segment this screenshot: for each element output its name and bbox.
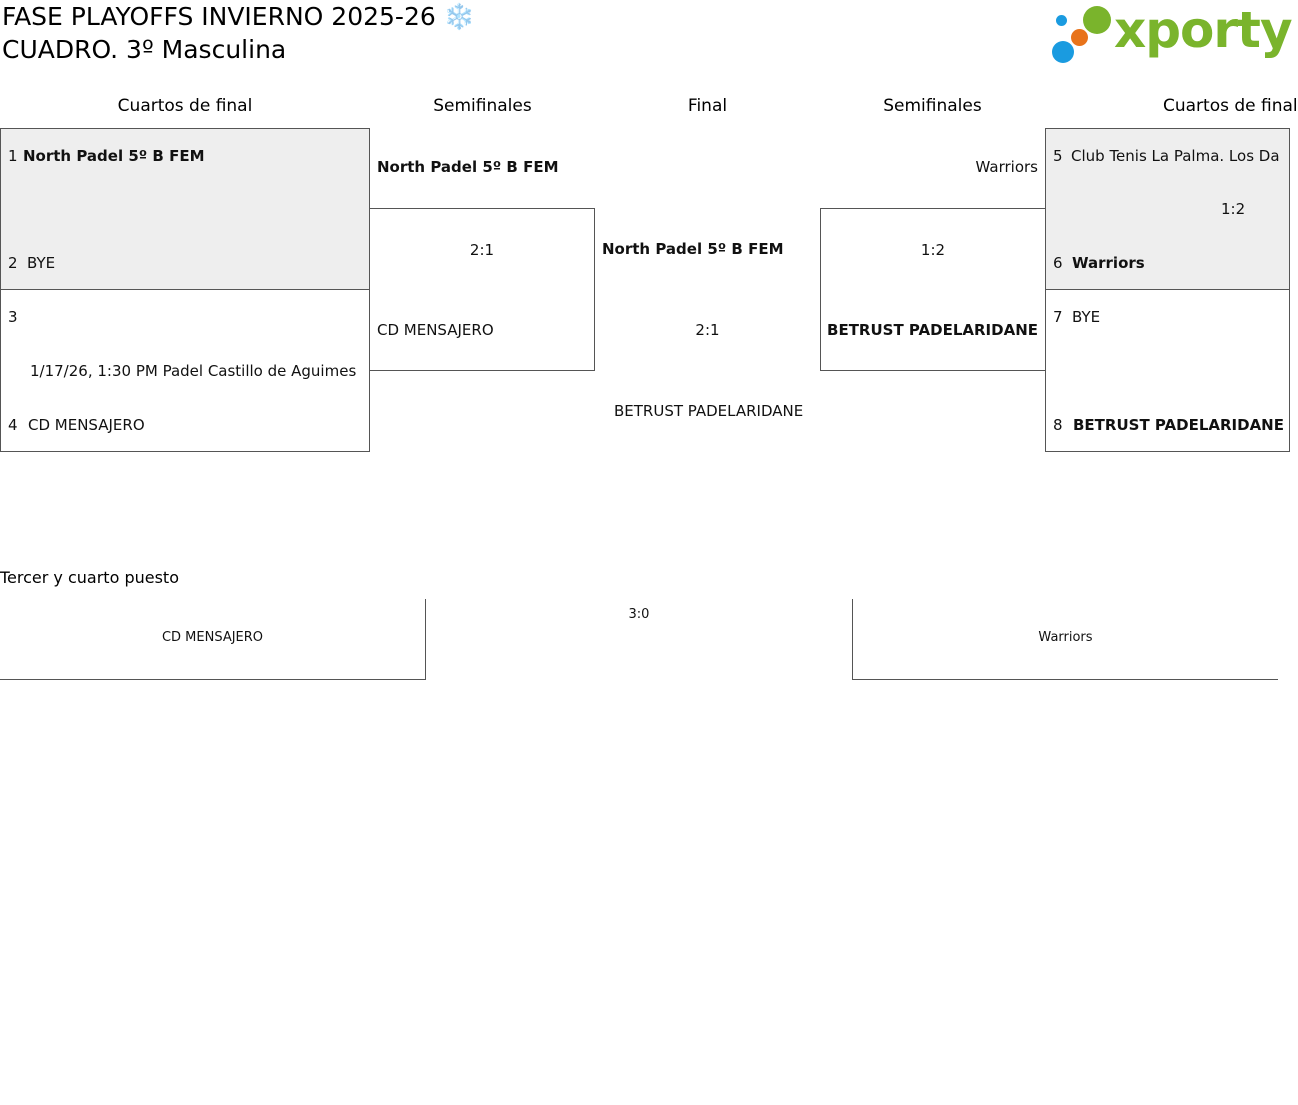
page-title: FASE PLAYOFFS INVIERNO 2025-26 ❄️ — [2, 2, 475, 31]
final-team-b: BETRUST PADELARIDANE — [614, 402, 804, 420]
left-semi-match[interactable] — [369, 208, 595, 371]
round-header-left-quarters: Cuartos de final — [117, 96, 253, 116]
seed-number: 2 — [8, 254, 18, 272]
team-name: BYE — [27, 254, 56, 272]
team-name: Warriors — [1038, 630, 1093, 645]
round-header-left-semis: Semifinales — [433, 96, 532, 116]
left-quarter-match-1[interactable] — [0, 128, 370, 290]
team-name: BETRUST PADELARIDANE — [827, 321, 1038, 339]
logo-blue-dot — [1052, 41, 1074, 63]
match-score: 1:2 — [920, 241, 946, 259]
seed-number: 5 — [1053, 147, 1063, 165]
seed-number: 7 — [1053, 308, 1063, 326]
team-name: BETRUST PADELARIDANE — [1073, 416, 1284, 434]
seed-number: 4 — [8, 416, 18, 434]
final-score: 2:1 — [695, 321, 720, 339]
third-place-title: Tercer y cuarto puesto — [0, 568, 179, 587]
page-subtitle: CUADRO. 3º Masculina — [2, 35, 287, 64]
left-quarter-match-2[interactable] — [0, 289, 370, 452]
seed-number: 8 — [1053, 416, 1063, 434]
round-header-right-quarters: Cuartos de final — [1163, 96, 1298, 116]
round-header-right-semis: Semifinales — [883, 96, 982, 116]
team-name: CD MENSAJERO — [377, 321, 494, 339]
xporty-logo — [1050, 0, 1292, 70]
seed-number: 6 — [1053, 254, 1063, 272]
third-place-team-b-cell[interactable] — [852, 599, 1278, 680]
round-header-final: Final — [687, 96, 728, 116]
team-name: CD MENSAJERO — [161, 630, 264, 645]
right-semi-team-a: Warriors — [975, 158, 1038, 176]
team-name: Club Tenis La Palma. Los Da — [1071, 147, 1280, 165]
team-name: BYE — [1072, 308, 1101, 326]
match-schedule: 1/17/26, 1:30 PM Padel Castillo de Aguimes — [30, 362, 357, 380]
logo-text: xporty — [1114, 1, 1292, 59]
right-semi-match[interactable] — [820, 208, 1046, 371]
team-name: CD MENSAJERO — [28, 416, 145, 434]
third-place-score: 3:0 — [628, 607, 650, 622]
logo-green-dot — [1083, 6, 1111, 34]
logo-orange-dot — [1071, 29, 1088, 46]
third-place-team-a-cell[interactable] — [0, 599, 426, 680]
team-name: North Padel 5º B FEM — [23, 147, 205, 165]
left-semi-team-a: North Padel 5º B FEM — [377, 158, 559, 176]
right-quarter-match-2[interactable] — [1045, 289, 1290, 452]
logo-small-blue-dot — [1056, 15, 1067, 26]
seed-number: 3 — [8, 308, 18, 326]
final-team-a: North Padel 5º B FEM — [602, 240, 784, 258]
right-quarter-match-1[interactable] — [1045, 128, 1290, 290]
match-score: 1:2 — [1221, 200, 1246, 218]
seed-number: 1 — [8, 147, 18, 165]
team-name: Warriors — [1072, 254, 1145, 272]
match-score: 2:1 — [469, 241, 495, 259]
